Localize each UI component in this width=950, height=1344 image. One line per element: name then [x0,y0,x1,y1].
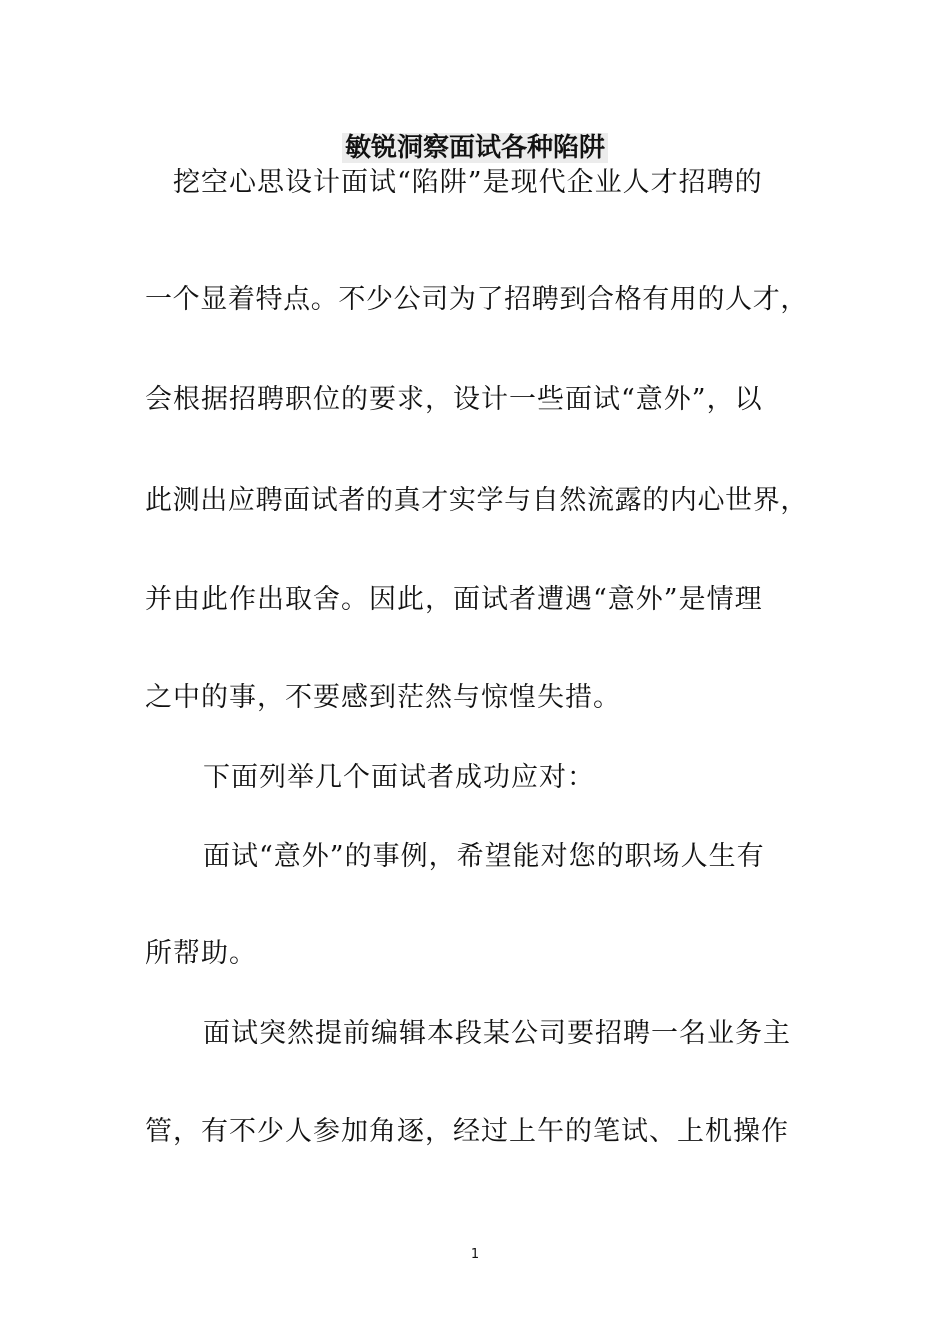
page-number: 1 [470,1247,480,1262]
paragraph-line-9: 所帮助。 [145,938,257,969]
paragraph-line-2: 一个显着特点。不少公司为了招聘到合格有用的人才， [145,284,808,315]
paragraph-line-6: 之中的事，不要感到茫然与惊惶失措。 [145,682,621,713]
document-title-text: 敏锐洞察面试各种陷阱 [342,133,608,163]
document-title [0,128,950,168]
paragraph-line-8: 面试“意外”的事例，希望能对您的职场人生有 [203,841,765,872]
paragraph-line-7: 下面列举几个面试者成功应对： [203,762,595,793]
paragraph-line-1: 挖空心思设计面试“陷阱”是现代企业人才招聘的 [173,167,763,198]
paragraph-line-11: 管，有不少人参加角逐，经过上午的笔试、上机操作 [145,1116,789,1147]
paragraph-line-5: 并由此作出取舍。因此，面试者遭遇“意外”是情理 [145,584,763,615]
paragraph-line-4: 此测出应聘面试者的真才实学与自然流露的内心世界， [145,485,808,516]
paragraph-line-10: 面试突然提前编辑本段某公司要招聘一名业务主 [203,1018,791,1049]
paragraph-line-3: 会根据招聘职位的要求，设计一些面试“意外”，以 [145,384,763,415]
